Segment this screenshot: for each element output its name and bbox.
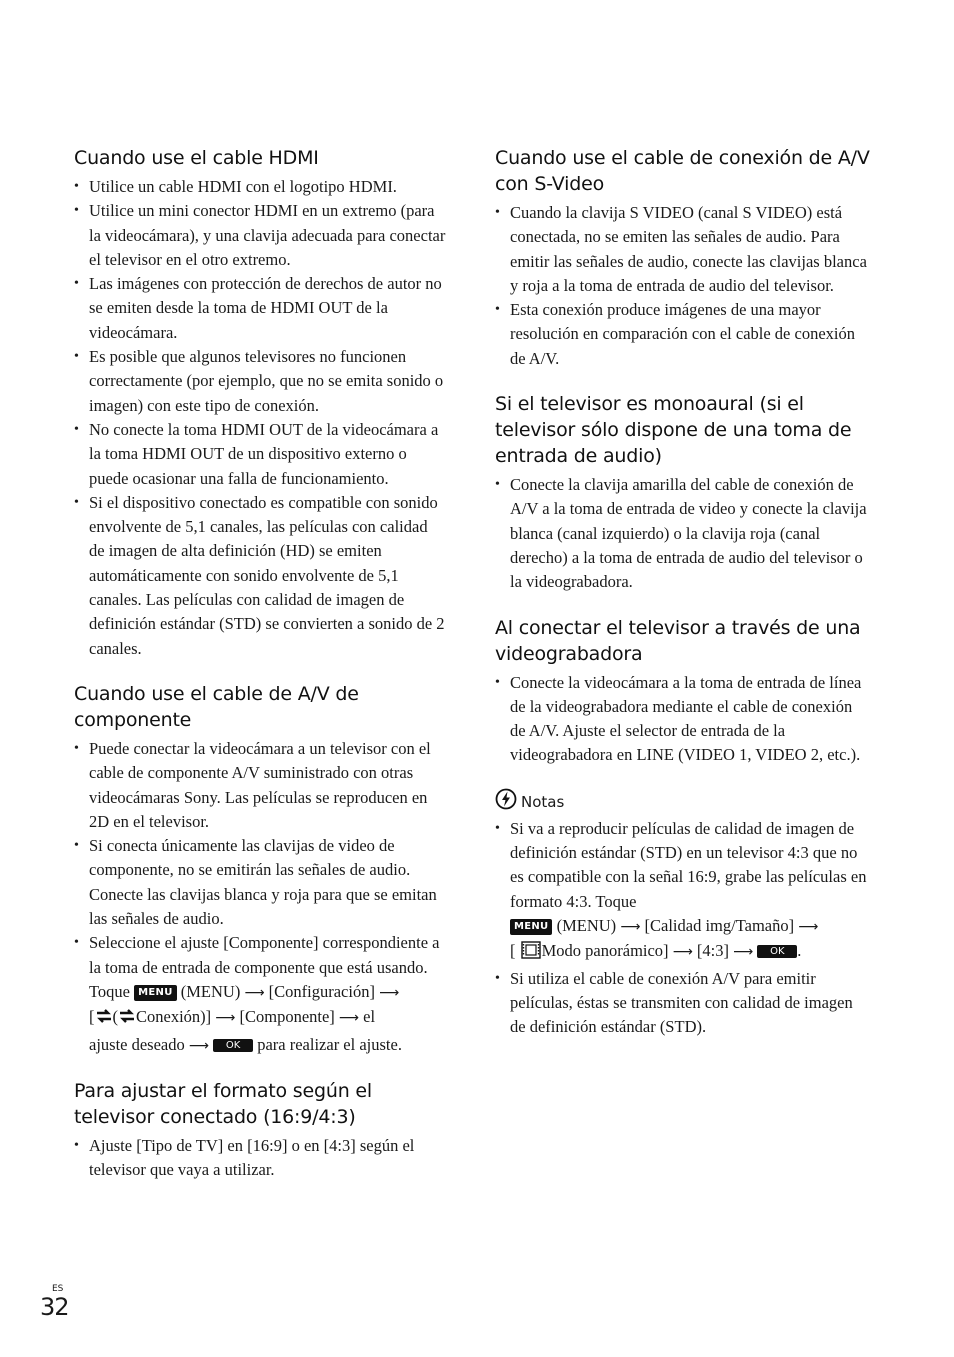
- conexion-label: Conexión)]: [136, 1007, 212, 1027]
- component-instruction: Seleccione el ajuste [Componente] correspondiente a la toma de entrada de componente que está usando.: [89, 933, 440, 977]
- section-svideo: [495, 145, 870, 371]
- list-item: • Utilice un mini conector HDMI en un extremo (para la videocámara), y una clavija adecuada para conectar el televisor en el otro extremo.: [74, 199, 446, 272]
- wide-label: Modo panorámico]: [541, 941, 669, 961]
- ok-button-icon: OK: [757, 945, 797, 958]
- list-notes: [495, 817, 870, 1040]
- section-format: [74, 1078, 446, 1183]
- list-item: • Es posible que algunos televisores no funcionen correctamente (por ejemplo, que no se emita sonido o imagen) con este tipo de conexión.: [74, 345, 446, 418]
- notes-title: Notas: [521, 793, 565, 812]
- notes-header: [495, 788, 870, 817]
- connection-icon: [95, 1007, 113, 1032]
- touch-label: Toque: [89, 981, 131, 1001]
- section-component: [74, 681, 446, 1058]
- list-item: • Ajuste [Tipo de TV] en [16:9] o en [4:3] según el televisor que vaya a utilizar.: [74, 1134, 446, 1183]
- text-realizar: para realizar el ajuste.: [257, 1034, 402, 1054]
- section-vcr: [495, 615, 870, 768]
- arrow-right-icon: ⟶: [733, 944, 754, 961]
- list-component: [74, 737, 446, 1058]
- list-item: • Conecte la videocámara a la toma de entrada de línea de la videograbadora mediante el cable de conexión de A/V. Ajuste el selector de entrada de la videograbadora en LINE (VIDEO 1, VIDEO 2, etc.).: [495, 671, 870, 768]
- notes-warning-icon: [495, 788, 517, 817]
- text-end: .: [797, 941, 802, 961]
- section-hdmi: [74, 145, 446, 661]
- bracket-open: [: [510, 941, 516, 961]
- heading-format: Para ajustar el formato según el televisor conectado (16:9/4:3): [74, 1079, 372, 1128]
- list-format: [74, 1134, 446, 1183]
- menu-button-icon: MENU: [510, 919, 552, 935]
- list-item: • Esta conexión produce imágenes de una mayor resolución en comparación con el cable de conexión de A/V.: [495, 298, 870, 371]
- list-item: • Puede conectar la videocámara a un televisor con el cable de componente A/V suministrado con otras videocámaras Sony. Las películas se reproducen en 2D en el televisor.: [74, 737, 446, 834]
- heading-svideo: Cuando use el cable de conexión de A/V con S-Video: [495, 147, 870, 195]
- list-item: [495, 817, 870, 967]
- page-number: 32: [40, 1293, 69, 1321]
- list-item: • Las imágenes con protección de derechos de autor no se emiten desde la toma de HDMI OUT de la videocámara.: [74, 272, 446, 345]
- list-svideo: [495, 201, 870, 371]
- arrow-right-icon: ⟶: [798, 918, 819, 935]
- heading-hdmi: Cuando use el cable HDMI: [74, 147, 319, 169]
- page-footer: [40, 1284, 69, 1320]
- section-notes: [495, 788, 870, 1040]
- menu-button-icon: MENU: [134, 985, 176, 1001]
- list-item: • Seleccione el ajuste [Componente] correspondiente a la toma de entrada de componente que está usando. Toque MENU (MENU) ⟶ [Configuración] ⟶ [ ( Conexión)] ⟶ [Componente] ⟶ el ajuste deseado ⟶ OK para realizar el ajuste.: [74, 931, 446, 1057]
- list-item: • Si utiliza el cable de conexión A/V para emitir películas, éstas se transmiten con calidad de imagen de definición estándar (STD).: [495, 967, 870, 1040]
- note-text: Si va a reproducir películas de calidad de imagen de definición estándar (STD) en un televisor 4:3 que no es compatible con la señal 16:9, grabe las películas en formato 4:3. Toque: [510, 818, 867, 911]
- ratio-label: [4:3]: [696, 941, 729, 961]
- list-item: • Cuando la clavija S VIDEO (canal S VIDEO) está conectada, no se emiten las señales de audio. Para emitir las señales de audio, conecte las clavijas blanca y roja a la toma de entrada de audio del televisor.: [495, 201, 870, 298]
- film-frame-icon: [520, 941, 542, 966]
- list-item: • Utilice un cable HDMI con el logotipo HDMI.: [74, 175, 446, 199]
- bracket-open: [: [89, 1007, 95, 1027]
- heading-mono: Si el televisor es monoaural (si el televisor sólo dispone de una toma de entrada de audio): [495, 393, 852, 468]
- right-column: [495, 145, 870, 1059]
- list-item: • Si el dispositivo conectado es compatible con sonido envolvente de 5,1 canales, las películas con calidad de imagen de alta definición (HD) se emiten automáticamente con sonido envolvente de 5,1 canales. Las películas con calidad de imagen de definición estándar (STD) se convierten a sonido de 2 canales.: [74, 491, 446, 661]
- arrow-right-icon: ⟶: [188, 1037, 209, 1054]
- list-item: • No conecte la toma HDMI OUT de la videocámara a la toma HDMI OUT de un dispositivo externo o puede ocasionar una falla de funcionamiento.: [74, 418, 446, 491]
- heading-vcr: Al conectar el televisor a través de una videograbadora: [495, 616, 861, 665]
- arrow-right-icon: ⟶: [379, 984, 400, 1001]
- list-vcr: [495, 671, 870, 768]
- arrow-right-icon: ⟶: [244, 984, 265, 1001]
- componente-label: [Componente]: [239, 1007, 335, 1027]
- text-ajuste: ajuste deseado: [89, 1034, 185, 1054]
- text-el: el: [363, 1007, 376, 1027]
- list-item: • Si conecta únicamente las clavijas de video de componente, no se emitirán las señales de audio. Conecte las clavijas blanca y roja para que se emitan las señales de audio.: [74, 834, 446, 931]
- arrow-right-icon: ⟶: [672, 944, 693, 961]
- section-mono: [495, 391, 870, 594]
- left-column: [74, 145, 446, 1202]
- menu-label: (MENU): [180, 981, 241, 1001]
- menu-label: (MENU): [556, 915, 617, 935]
- list-hdmi: [74, 175, 446, 661]
- list-mono: [495, 473, 870, 594]
- quality-label: [Calidad img/Tamaño]: [644, 915, 795, 935]
- ok-button-icon: OK: [213, 1039, 253, 1052]
- language-code: ES: [52, 1284, 64, 1294]
- arrow-right-icon: ⟶: [338, 1010, 359, 1027]
- config-label: [Configuración]: [268, 981, 375, 1001]
- arrow-right-icon: ⟶: [215, 1010, 236, 1027]
- heading-component: Cuando use el cable de A/V de componente: [74, 682, 359, 731]
- connection-icon: [118, 1007, 136, 1032]
- list-item: • Conecte la clavija amarilla del cable de conexión de A/V a la toma de entrada de video y conecte la clavija blanca (canal izquierdo) o la clavija roja (canal derecho) a la toma de entrada de audio del televisor o la videograbadora.: [495, 473, 870, 594]
- arrow-right-icon: ⟶: [620, 918, 641, 935]
